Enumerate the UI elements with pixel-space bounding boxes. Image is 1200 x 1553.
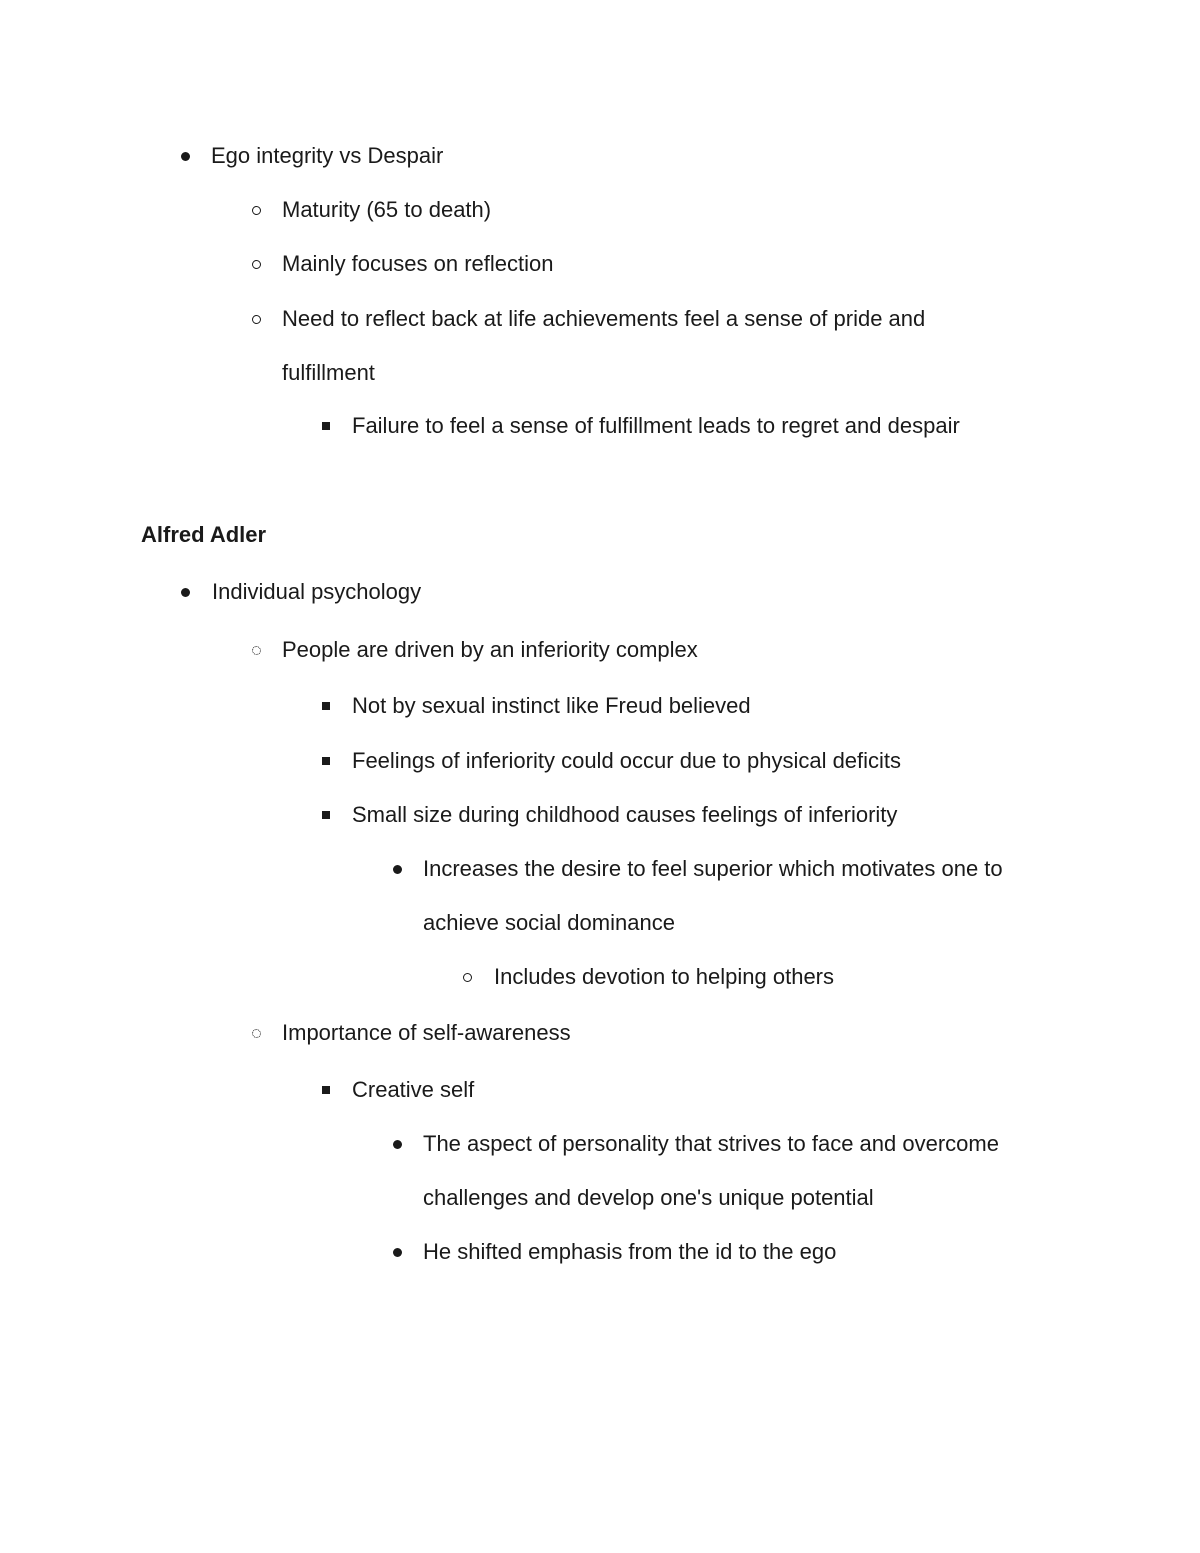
bullet-disc-icon [387, 1130, 407, 1158]
bullet-circle-icon [246, 305, 266, 333]
bullet-square-icon [316, 747, 336, 775]
list-item-level4: The aspect of personality that strives to face and overcome [423, 1131, 999, 1156]
list-item-continuation: challenges and develop one's unique potential [423, 1185, 874, 1210]
bullet-disc-icon [175, 578, 195, 606]
list-item-level3: Feelings of inferiority could occur due to physical deficits [352, 748, 902, 773]
list-item-level2: Maturity (65 to death) [282, 197, 492, 222]
bullet-square-icon [316, 412, 336, 440]
section-heading: Alfred Adler [141, 522, 267, 547]
list-item-level2: Need to reflect back at life achievements feel a sense of pride and [282, 306, 926, 331]
bullet-circle-icon [457, 963, 477, 991]
bullet-square-icon [316, 801, 336, 829]
bullet-disc-icon [387, 855, 407, 883]
bullet-circle-icon [246, 196, 266, 224]
bullet-circle-icon [246, 250, 266, 278]
bullet-square-icon [316, 1076, 336, 1104]
bullet-square-icon [316, 692, 336, 720]
list-item-level1: Ego integrity vs Despair [211, 143, 444, 168]
list-item-level4: Increases the desire to feel superior which motivates one to [423, 856, 1003, 881]
list-item-continuation: achieve social dominance [423, 910, 675, 935]
bullet-disc-icon [387, 1238, 407, 1266]
list-item-continuation: fulfillment [282, 360, 375, 385]
list-item-level4: He shifted emphasis from the id to the ego [423, 1239, 837, 1264]
list-item-level3: Creative self [352, 1077, 475, 1102]
list-item-level1: Individual psychology [212, 579, 422, 604]
list-item-level3: Failure to feel a sense of fulfillment leads to regret and despair [352, 413, 960, 438]
bullet-dotted-circle-icon [246, 636, 266, 664]
list-item-level3: Small size during childhood causes feelings of inferiority [352, 802, 898, 827]
list-item-level2: Mainly focuses on reflection [282, 251, 554, 276]
list-item-level3: Not by sexual instinct like Freud believed [352, 693, 751, 718]
bullet-disc-icon [175, 142, 195, 170]
list-item-level2: Importance of self-awareness [282, 1020, 571, 1045]
bullet-dotted-circle-icon [246, 1019, 266, 1047]
list-item-level2: People are driven by an inferiority complex [282, 637, 698, 662]
list-item-level5: Includes devotion to helping others [494, 964, 835, 989]
